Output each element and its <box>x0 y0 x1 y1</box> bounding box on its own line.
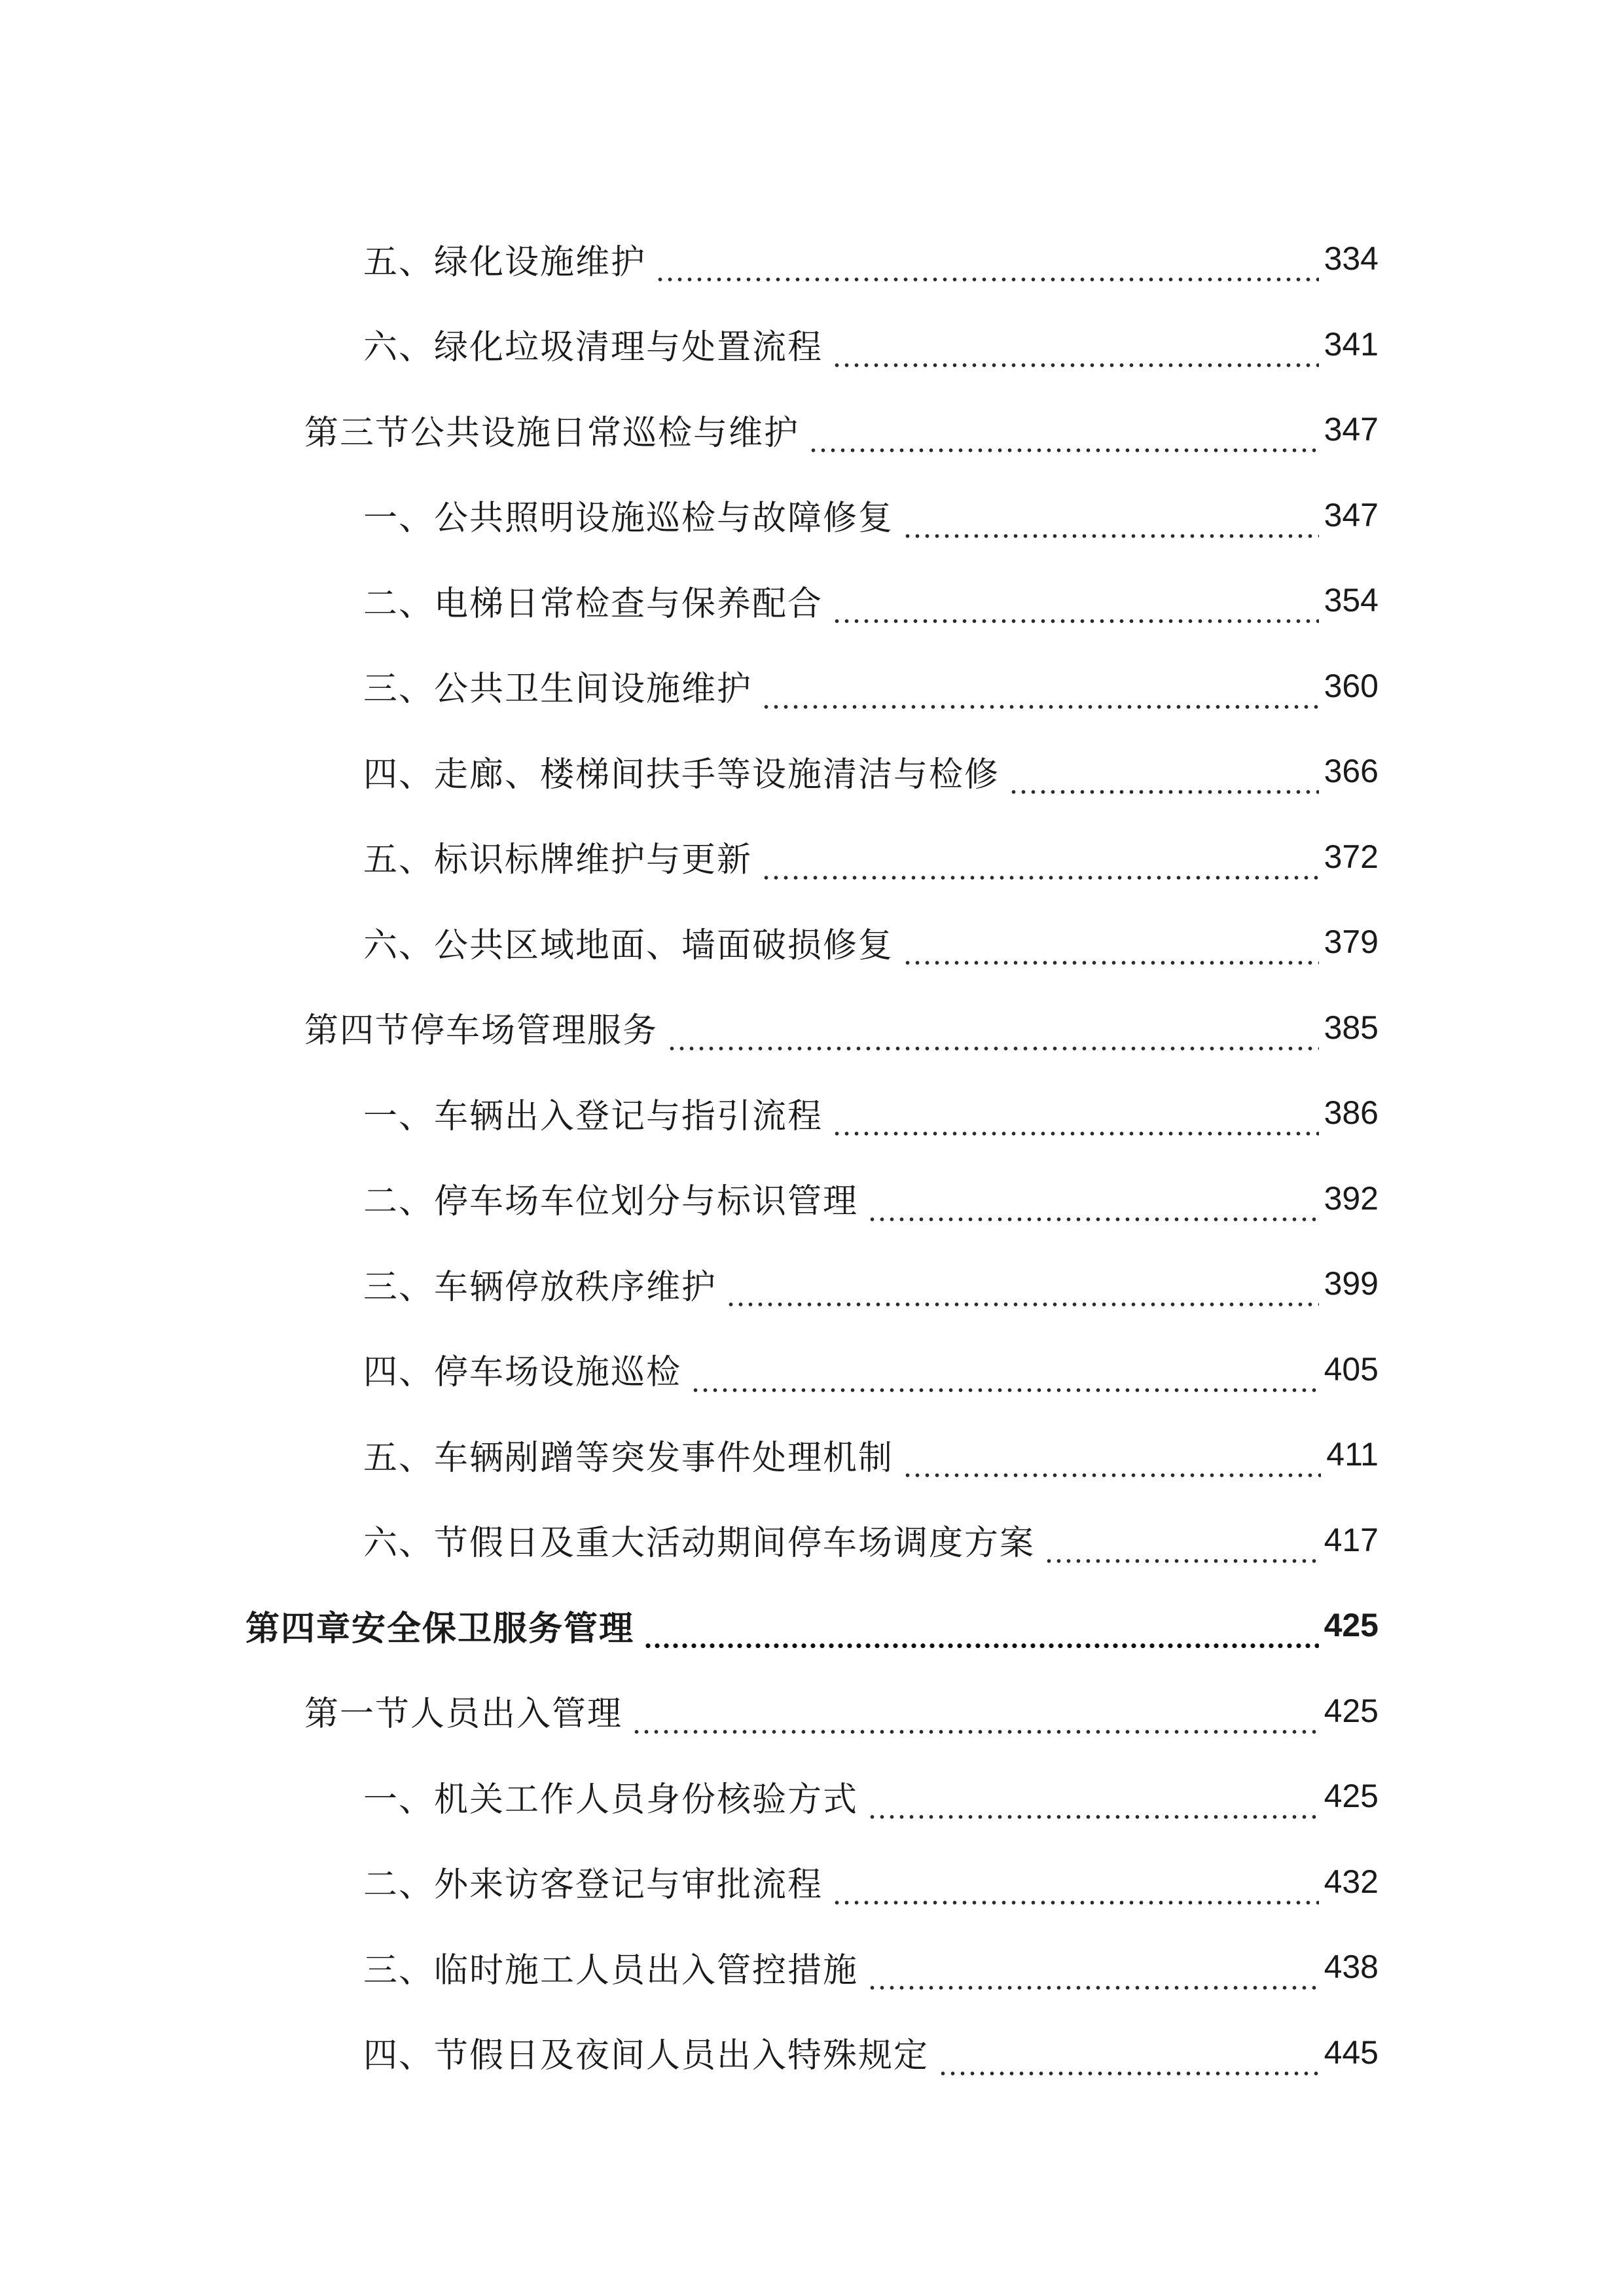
toc-entry-title: 二、电梯日常检查与保养配合 <box>363 584 823 624</box>
toc-entry-page: 386 <box>1324 1094 1379 1132</box>
toc-entry-title: 第一节人员出入管理 <box>304 1695 623 1734</box>
toc-entry[interactable] <box>0 1241 1624 1327</box>
dot-leader <box>903 931 1319 965</box>
dot-leader <box>867 1188 1319 1222</box>
dot-leader <box>808 419 1319 453</box>
toc-section-entry[interactable] <box>0 387 1624 473</box>
toc-entry-page: 432 <box>1324 1863 1379 1900</box>
toc-entry-title: 六、公共区域地面、墙面破损修复 <box>363 925 894 965</box>
toc-section-entry[interactable] <box>0 1668 1624 1754</box>
toc-entry[interactable] <box>0 2010 1624 2096</box>
toc-entry-page: 379 <box>1324 924 1379 961</box>
dot-leader <box>726 1273 1319 1307</box>
toc-entry-title: 第四节停车场管理服务 <box>304 1011 659 1051</box>
toc-entry[interactable] <box>0 814 1624 900</box>
dot-leader <box>1009 761 1319 795</box>
toc-entry-page: 334 <box>1324 240 1379 278</box>
dot-leader <box>832 334 1319 368</box>
toc-entry-page: 411 <box>1326 1436 1379 1473</box>
toc-entry-page: 354 <box>1324 582 1379 619</box>
toc-entry[interactable] <box>0 1753 1624 1839</box>
dot-leader <box>1044 1530 1319 1564</box>
toc-entry-page: 372 <box>1324 838 1379 875</box>
toc-entry-page: 417 <box>1324 1521 1379 1558</box>
toc-entry-title: 第四章安全保卫服务管理 <box>245 1609 635 1649</box>
toc-entry-page: 405 <box>1324 1350 1379 1388</box>
dot-leader <box>691 1359 1319 1393</box>
toc-entry-title: 三、车辆停放秩序维护 <box>363 1267 717 1307</box>
toc-entry[interactable] <box>0 1070 1624 1156</box>
toc-entry[interactable] <box>0 643 1624 729</box>
table-of-contents <box>0 216 1624 2095</box>
toc-entry[interactable] <box>0 899 1624 985</box>
dot-leader <box>938 2042 1319 2076</box>
toc-entry-title: 五、车辆剐蹭等突发事件处理机制 <box>363 1438 894 1478</box>
dot-leader <box>867 1956 1319 1990</box>
toc-entry-title: 一、机关工作人员身份核验方式 <box>363 1780 859 1820</box>
dot-leader <box>832 1871 1319 1905</box>
toc-entry-page: 399 <box>1324 1265 1379 1302</box>
toc-entry-page: 425 <box>1324 1607 1379 1644</box>
toc-entry-title: 六、绿化垃圾清理与处置流程 <box>363 328 823 368</box>
toc-entry-page: 360 <box>1324 667 1379 704</box>
toc-entry[interactable] <box>0 473 1624 558</box>
dot-leader <box>832 590 1319 624</box>
toc-entry-title: 二、外来访客登记与审批流程 <box>363 1865 823 1905</box>
toc-entry-page: 385 <box>1324 1009 1379 1046</box>
dot-leader <box>667 1017 1319 1051</box>
toc-entry[interactable] <box>0 1327 1624 1412</box>
toc-entry-title: 第三节公共设施日常巡检与维护 <box>304 413 800 453</box>
toc-entry-title: 一、车辆出入登记与指引流程 <box>363 1096 823 1136</box>
toc-entry-title: 一、公共照明设施巡检与故障修复 <box>363 499 894 539</box>
dot-leader <box>903 505 1319 539</box>
dot-leader <box>655 248 1319 282</box>
toc-entry-page: 425 <box>1324 1692 1379 1729</box>
toc-entry-title: 三、公共卫生间设施维护 <box>363 670 753 709</box>
dot-leader <box>632 1700 1319 1734</box>
toc-entry-title: 五、绿化设施维护 <box>363 242 647 282</box>
toc-entry[interactable] <box>0 302 1624 387</box>
dot-leader <box>761 675 1319 709</box>
toc-entry-title: 五、标识标牌维护与更新 <box>363 840 753 880</box>
toc-entry[interactable] <box>0 216 1624 302</box>
toc-entry[interactable] <box>0 1839 1624 1925</box>
toc-entry-page: 392 <box>1324 1179 1379 1217</box>
toc-entry-title: 四、走廊、楼梯间扶手等设施清洁与检修 <box>363 755 1000 795</box>
toc-entry-page: 366 <box>1324 753 1379 790</box>
dot-leader <box>903 1444 1321 1478</box>
toc-entry[interactable] <box>0 1498 1624 1583</box>
toc-entry[interactable] <box>0 728 1624 814</box>
toc-entry-page: 438 <box>1324 1948 1379 1986</box>
toc-entry-title: 四、停车场设施巡检 <box>363 1353 682 1393</box>
dot-leader <box>761 846 1319 880</box>
dot-leader <box>867 1785 1319 1820</box>
toc-entry[interactable] <box>0 1412 1624 1498</box>
toc-entry-page: 347 <box>1324 496 1379 533</box>
toc-entry-title: 四、节假日及夜间人员出入特殊规定 <box>363 2036 929 2076</box>
toc-entry[interactable] <box>0 1924 1624 2010</box>
dot-leader <box>643 1615 1319 1649</box>
toc-entry-page: 445 <box>1324 2034 1379 2071</box>
toc-entry[interactable] <box>0 1156 1624 1242</box>
toc-entry-title: 六、节假日及重大活动期间停车场调度方案 <box>363 1524 1036 1564</box>
toc-section-entry[interactable] <box>0 985 1624 1071</box>
toc-entry-page: 425 <box>1324 1778 1379 1815</box>
toc-entry-page: 341 <box>1324 325 1379 363</box>
toc-entry-title: 二、停车场车位划分与标识管理 <box>363 1182 859 1222</box>
toc-entry-page: 347 <box>1324 411 1379 448</box>
toc-entry-title: 三、临时施工人员出入管控措施 <box>363 1950 859 1990</box>
toc-entry[interactable] <box>0 558 1624 643</box>
dot-leader <box>832 1102 1319 1136</box>
toc-chapter-entry[interactable] <box>0 1583 1624 1668</box>
